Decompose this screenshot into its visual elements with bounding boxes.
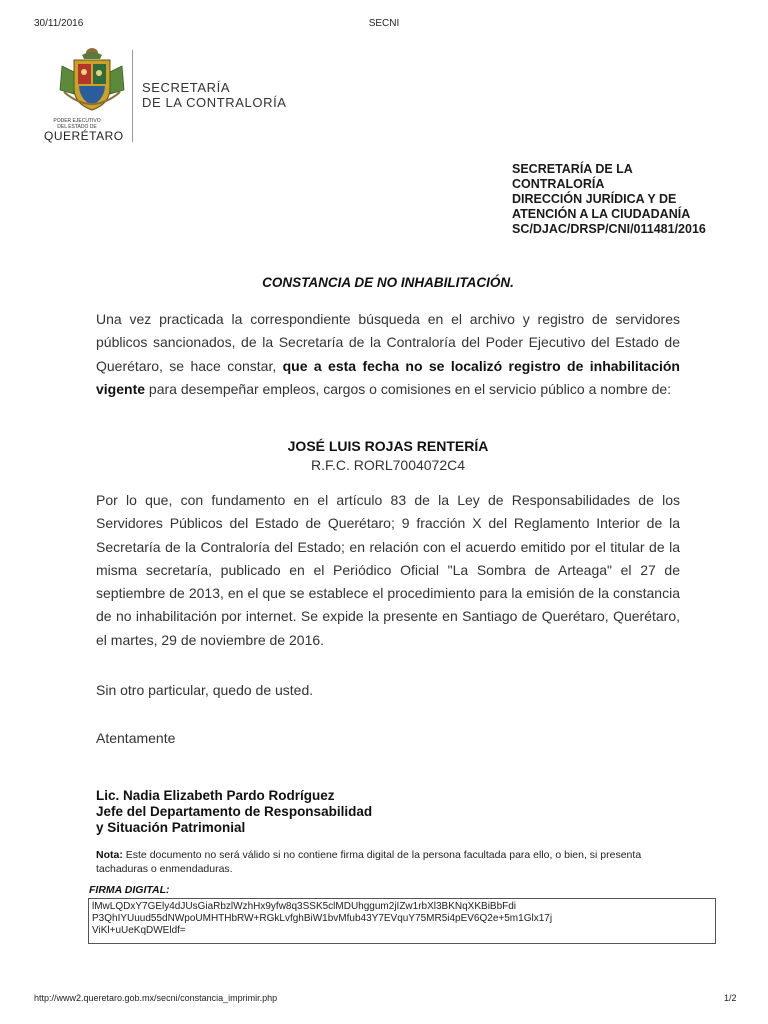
digital-signature-line: ViKl+uUeKqDWEldf= [92,925,186,936]
issuer-line: SECRETARÍA DE LA [512,162,633,176]
validity-note [96,849,696,876]
person-name: JOSÉ LUIS ROJAS RENTERÍA [287,438,489,454]
logo-divider [132,50,133,142]
issuer-line: CONTRALORÍA [512,177,605,191]
page-number: 1/2 [724,993,737,1003]
agency-name [142,80,287,110]
paragraph-legal-basis: Por lo que, con fundamento en el artículo 83 de la Ley de Responsabilidades de los Servidores Públicos del Estado de Querétaro; 9 fracción X del Reglamento Interior de la Secretaría de la Contraloría del Estado; en relación con el acuerdo emitido por el titular de la misma secretaría, publicado en el Periódico Oficial "La Sombra de Arteaga" el 27 de septiembre de 2013, en el que se establece el procedimiento para la emisión de la constancia de no inhabilitación por internet. Se expide la presente en Santiago de Querétaro, Querétaro, el martes, 29 de noviembre de 2016. [96,492,680,648]
issuer-line: ATENCIÓN A LA CIUDADANÍA [512,207,691,221]
regards-line: Atentamente [96,730,176,746]
signer-title: Jefe del Departamento de Responsabilidad [96,804,373,819]
digital-signature-label: FIRMA DIGITAL: [89,884,170,896]
digital-signature-line: P3QhIYUuud55dNWpoUMHTHbRW+RGkLvfghBiW1bvMfub43Y7EVquY75MR5i4pEV6Q2e+5m1Glx17j [92,913,553,924]
reference-number: SC/DJAC/DRSP/CNI/011481/2016 [512,222,706,236]
person-rfc: R.F.C. RORL7004072C4 [310,457,466,473]
print-page-title: SECNI [368,18,400,29]
paragraph-text: para desempeñar empleos, cargos o comisiones en el servicio público a nombre de: [145,380,672,397]
digital-signature-line: lMwLQDxY7GEly4dJUsGiaRbzlWzhHx9yfw8q3SSK5clMDUhggum2jIZw1rbXl3BKNqXKBiBbFdi [92,901,517,912]
issuer-line: DIRECCIÓN JURÍDICA Y DE [512,192,677,206]
agency-name-line: SECRETARÍA [142,80,231,95]
agency-name-line: DE LA CONTRALORÍA [142,95,287,110]
paragraph-text: Una vez practicada la correspondiente búsqueda en el archivo y registro de servidores públicos sancionados, de la Secretaría de la Contraloría del Poder Ejecutivo del Estado de Querétaro, se hace constar, [96,311,680,374]
logo-caption-line: PODER EJECUTIVO [53,118,101,124]
logo-state-name: QUERÉTARO [44,129,124,143]
logo-caption-line: DEL ESTADO DE [57,124,97,130]
signer-block [96,788,372,836]
signer-title: y Situación Patrimonial [96,820,246,835]
issuer-block [512,162,706,237]
print-date: 30/11/2016 [34,18,84,29]
document-title: CONSTANCIA DE NO INHABILITACIÓN. [262,275,514,290]
footer-url: http://www2.queretaro.gob.mx/secni/constancia_imprimir.php [34,993,278,1003]
signer-name: Lic. Nadia Elizabeth Pardo Rodríguez [96,788,335,803]
paragraph-emphasis: que a esta fecha no se localizó registro de inhabilitación vigente [96,357,680,397]
paragraph-finding [96,308,680,401]
closing-line: Sin otro particular, quedo de usted. [96,682,314,698]
digital-signature-box [88,898,716,944]
note-text: Este documento no será válido si no contiene firma digital de la persona facultada para ello, o bien, si presenta tachaduras o enmendaduras. [96,849,642,875]
note-label: Nota: [96,849,123,861]
